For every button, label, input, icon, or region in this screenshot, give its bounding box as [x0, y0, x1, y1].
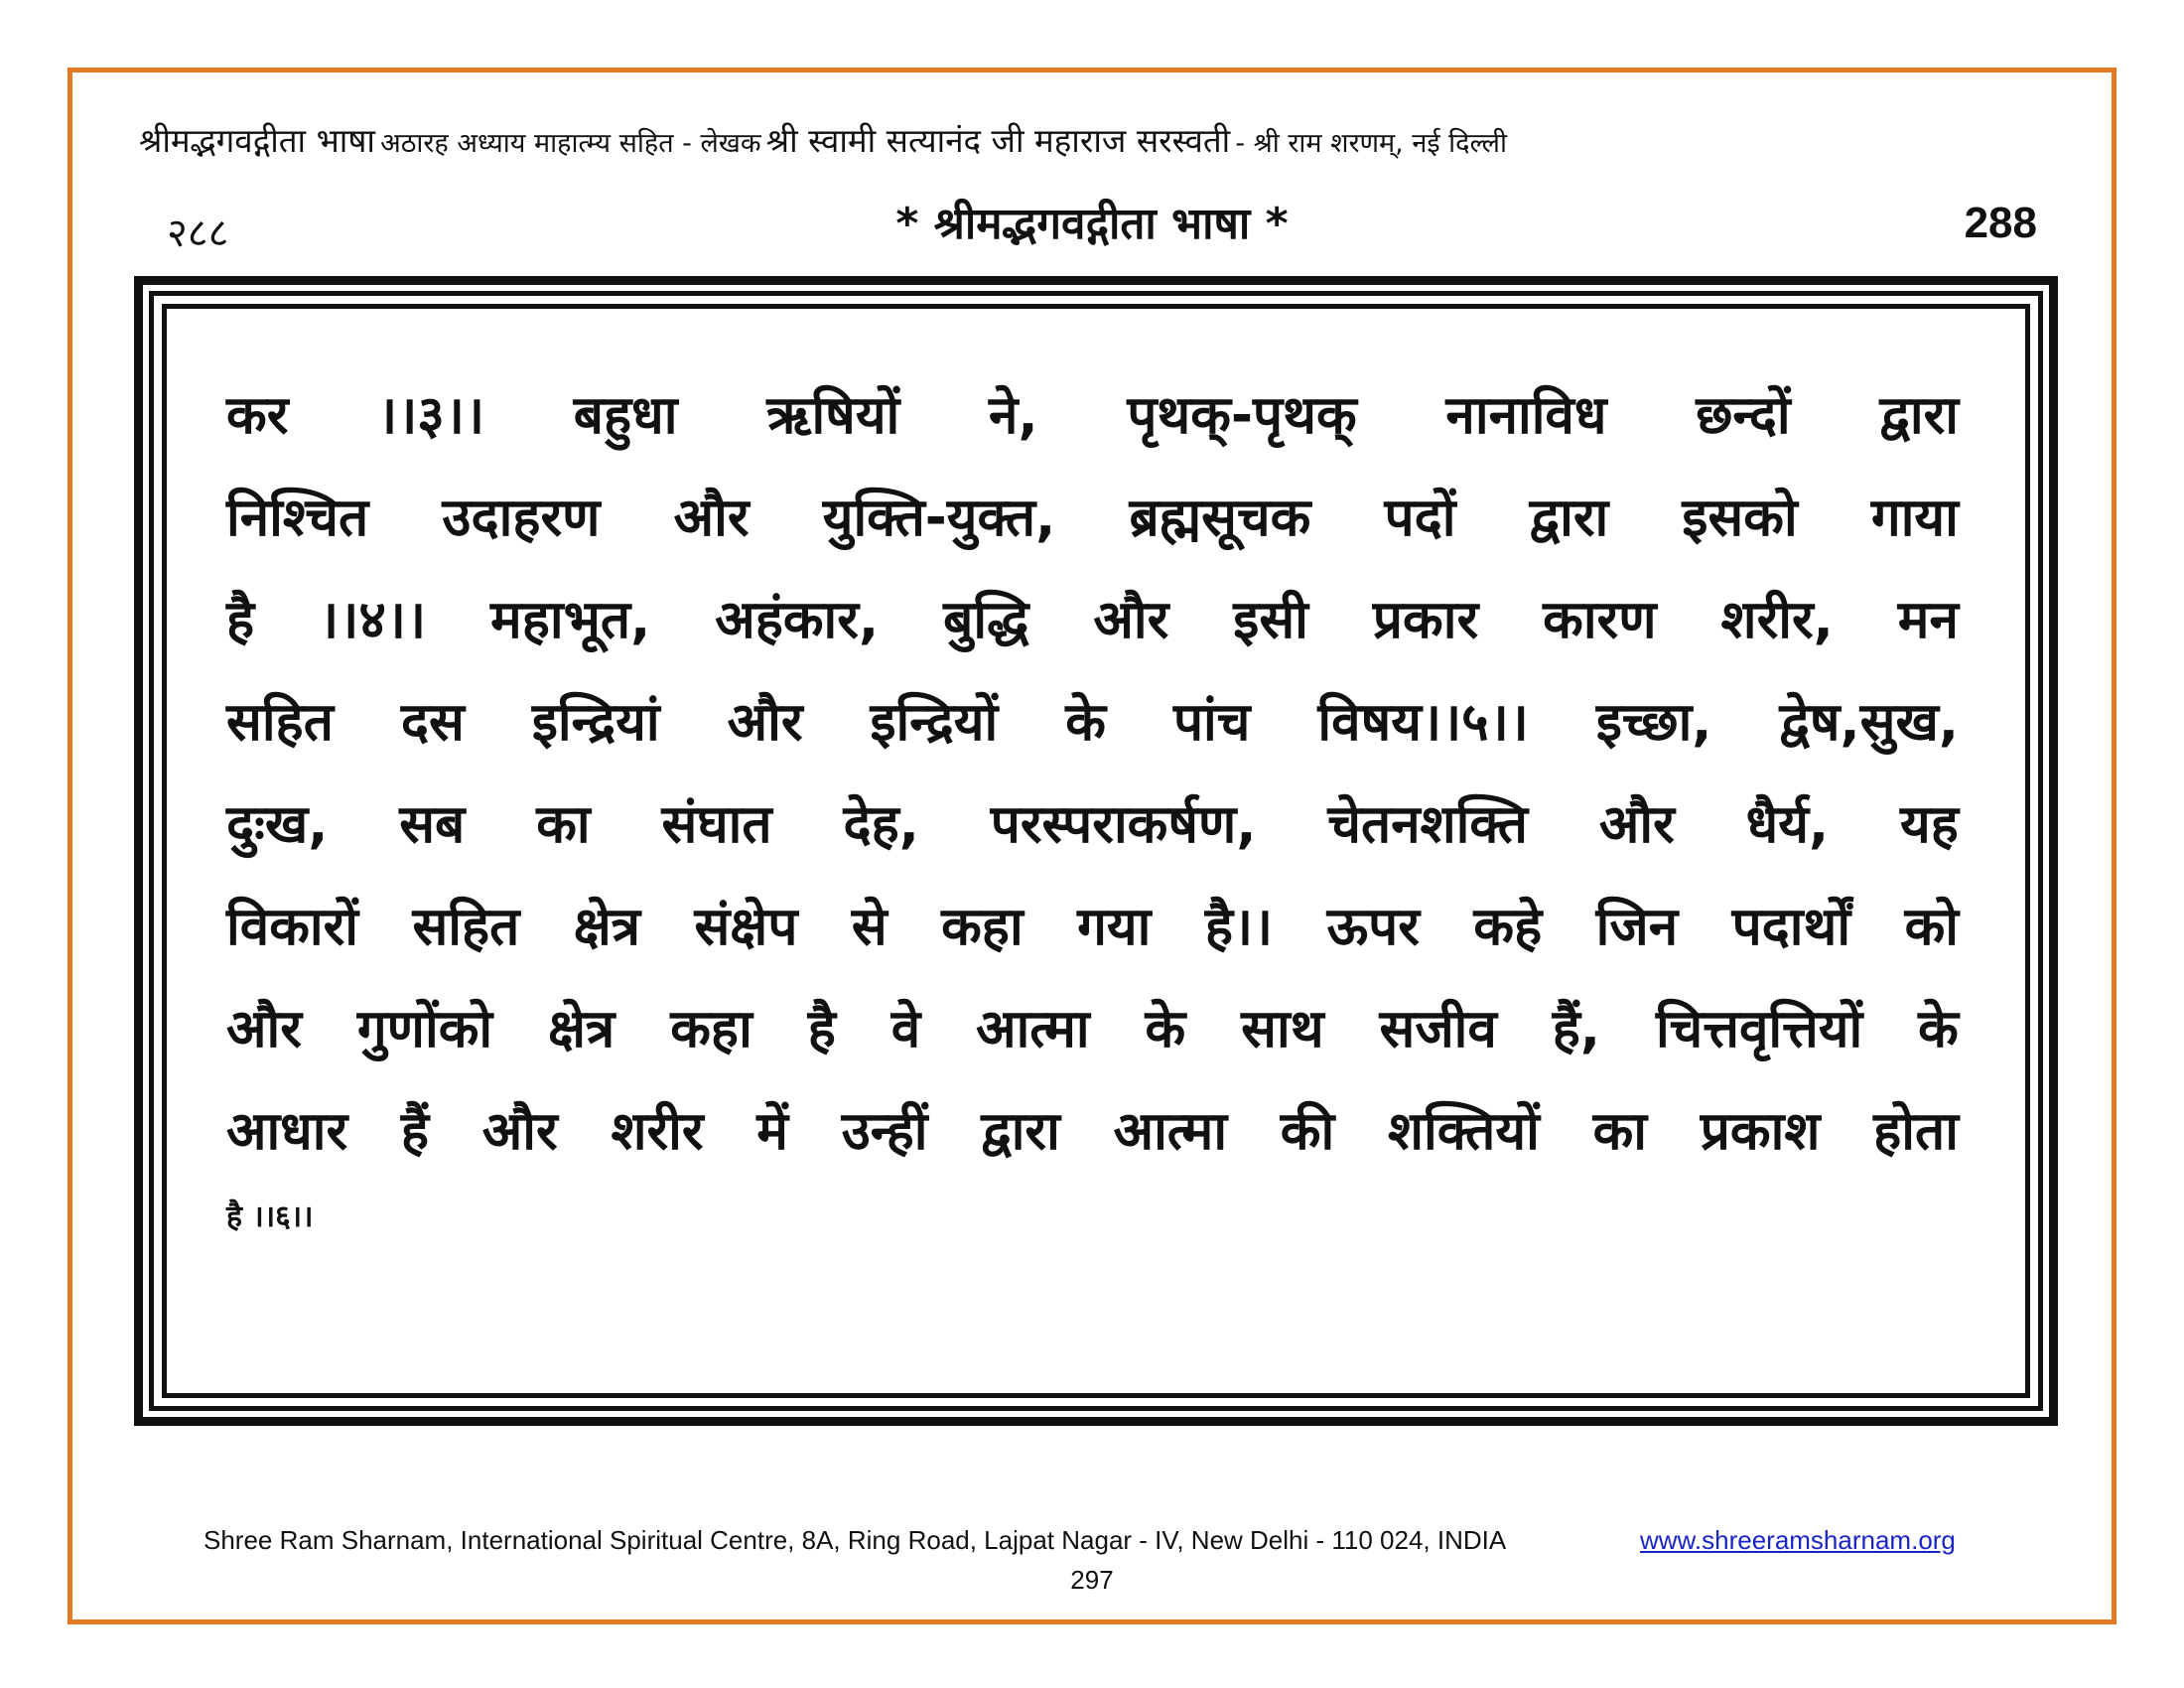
text-box-border	[134, 276, 2058, 1426]
verse-word: महाभूत,	[490, 590, 651, 650]
header-book-title: श्रीमद्भगवद्गीता भाषा	[139, 121, 375, 160]
verse-word: आत्मा	[976, 999, 1090, 1059]
verse-word: और	[1093, 590, 1169, 650]
verse-word: सहित	[226, 692, 334, 753]
verse-word: छन्दों	[1696, 385, 1791, 446]
verse-line	[226, 376, 1959, 479]
verse-word: दुःख,	[226, 794, 329, 855]
verse-word: क्षेत्र	[573, 897, 641, 957]
verse-word: बहुधा	[573, 385, 678, 446]
document-header	[139, 117, 2065, 162]
verse-word: कर	[226, 385, 289, 446]
verse-word: होता	[1873, 1101, 1959, 1162]
verse-word: प्रकाश	[1700, 1101, 1821, 1162]
verse-word: कहा	[670, 999, 752, 1059]
verse-word: कारण	[1543, 590, 1657, 650]
verse-word: साथ	[1241, 999, 1324, 1059]
verse-word: द्वेष,सुख,	[1779, 692, 1959, 753]
verse-word: युक्ति-युक्त,	[822, 488, 1056, 548]
verse-word: प्रकार	[1372, 590, 1479, 650]
verse-word: ऋषियों	[766, 385, 900, 446]
verse-word: विकारों	[226, 897, 359, 957]
verse-word: और	[1598, 794, 1675, 855]
verse-line	[226, 785, 1959, 888]
verse-word: पृथक्-पृथक्	[1127, 385, 1357, 446]
verse-word: के	[1918, 999, 1959, 1059]
verse-word: द्वारा	[1879, 385, 1959, 446]
verse-word: का	[1592, 1101, 1647, 1162]
verse-word: का	[536, 794, 591, 855]
verse-word: परस्पराकर्षण,	[990, 794, 1257, 855]
verse-word: है	[807, 999, 836, 1059]
verse-word: और	[481, 1101, 558, 1162]
verse-word: सब	[399, 794, 466, 855]
header-author: श्री स्वामी सत्यानंद जी महाराज सरस्वती	[765, 121, 1231, 160]
verse-line	[226, 581, 1959, 683]
verse-word: सहित	[412, 897, 520, 957]
verse-word: कहे	[1473, 897, 1543, 957]
verse-word: आत्मा	[1113, 1101, 1228, 1162]
verse-line: है ।।६।।	[226, 1199, 314, 1234]
verse-word: इसको	[1682, 488, 1798, 548]
verse-word: इन्द्रियों	[870, 692, 999, 753]
verse-word: जिन	[1595, 897, 1679, 957]
verse-word: उदाहरण	[442, 488, 601, 548]
verse-word: क्षेत्र	[548, 999, 615, 1059]
verse-word: के	[1145, 999, 1186, 1059]
verse-word: दस	[400, 692, 465, 753]
verse-word: देह,	[843, 794, 919, 855]
verse-word: शरीर,	[1720, 590, 1834, 650]
verse-word: चित्तवृत्तियों	[1655, 999, 1863, 1059]
verse-word: की	[1280, 1101, 1335, 1162]
verse-word: संघात	[661, 794, 772, 855]
verse-word: पांच	[1172, 692, 1251, 753]
footer-page-number: 297	[1070, 1565, 1114, 1595]
verse-word: वे	[890, 999, 921, 1059]
verse-word: हैं,	[1552, 999, 1601, 1059]
verse-word: धैर्य,	[1745, 794, 1830, 855]
verse-word: सजीव	[1379, 999, 1497, 1059]
verse-word: उन्हीं	[841, 1101, 928, 1162]
header-publisher: - श्री राम शरणम्, नई दिल्ली	[1235, 128, 1507, 159]
verse-word: निश्चित	[226, 488, 369, 548]
verse-word: और	[226, 999, 302, 1059]
verse-word: ।।३।।	[377, 385, 485, 446]
page-number-latin: 288	[1964, 199, 2037, 247]
verse-word: ब्रह्मसूचक	[1129, 488, 1311, 548]
verse-word: पदों	[1384, 488, 1456, 548]
verse-word: शरीर	[611, 1101, 704, 1162]
verse-line	[226, 683, 1959, 785]
verse-word: ने,	[989, 385, 1038, 446]
verse-line	[226, 1092, 1959, 1195]
verse-word: और	[727, 692, 803, 753]
verse-word: यह	[1900, 794, 1959, 855]
verse-word: और	[673, 488, 750, 548]
verse-word: इन्द्रियां	[531, 692, 660, 753]
verse-word: गुणोंको	[356, 999, 493, 1059]
verse-word: बुद्धि	[943, 590, 1029, 650]
verse-word: ऊपर	[1326, 897, 1420, 957]
verse-word: शक्तियों	[1387, 1101, 1540, 1162]
verse-word: आधार	[226, 1101, 348, 1162]
verse-word: है।।	[1204, 897, 1274, 957]
verse-word: कहा	[941, 897, 1024, 957]
footer-address: Shree Ram Sharnam, International Spiritual Centre, 8A, Ring Road, Lajpat Nagar - IV, New Delhi - 110 024, INDIA	[204, 1525, 1507, 1555]
verse-word: संक्षेप	[694, 897, 798, 957]
verse-word: द्वारा	[981, 1101, 1060, 1162]
page-number-devanagari: २८८	[167, 211, 229, 256]
verse-word: से	[851, 897, 887, 957]
verse-word: इच्छा,	[1595, 692, 1712, 753]
website-link[interactable]: www.shreeramsharnam.org	[1640, 1525, 1956, 1555]
verse-word: चेतनशक्ति	[1327, 794, 1529, 855]
verse-word: गया	[1077, 897, 1152, 957]
verse-word: में	[756, 1101, 788, 1162]
verse-word: है	[226, 590, 255, 650]
verse-word: पदार्थों	[1731, 897, 1851, 957]
verse-line	[226, 888, 1959, 990]
verse-word: नानाविध	[1445, 385, 1607, 446]
verse-line	[226, 479, 1959, 581]
verse-word: मन	[1897, 590, 1959, 650]
verse-word: इसी	[1233, 590, 1308, 650]
verse-word: के	[1065, 692, 1106, 753]
verse-word: अहंकार,	[715, 590, 880, 650]
verse-text	[226, 376, 1959, 1297]
verse-word: हैं	[400, 1101, 430, 1162]
header-subtitle: अठारह अध्याय माहात्म्य सहित - लेखक	[380, 128, 761, 159]
running-title: * श्रीमद्भगवद्गीता भाषा *	[895, 199, 1289, 249]
verse-word: द्वारा	[1529, 488, 1609, 548]
verse-word: ।।४।।	[319, 590, 427, 650]
verse-line	[226, 990, 1959, 1092]
verse-word: गाया	[1870, 488, 1959, 548]
verse-word: को	[1904, 897, 1959, 957]
verse-word: विषय।।५।।	[1317, 692, 1529, 753]
